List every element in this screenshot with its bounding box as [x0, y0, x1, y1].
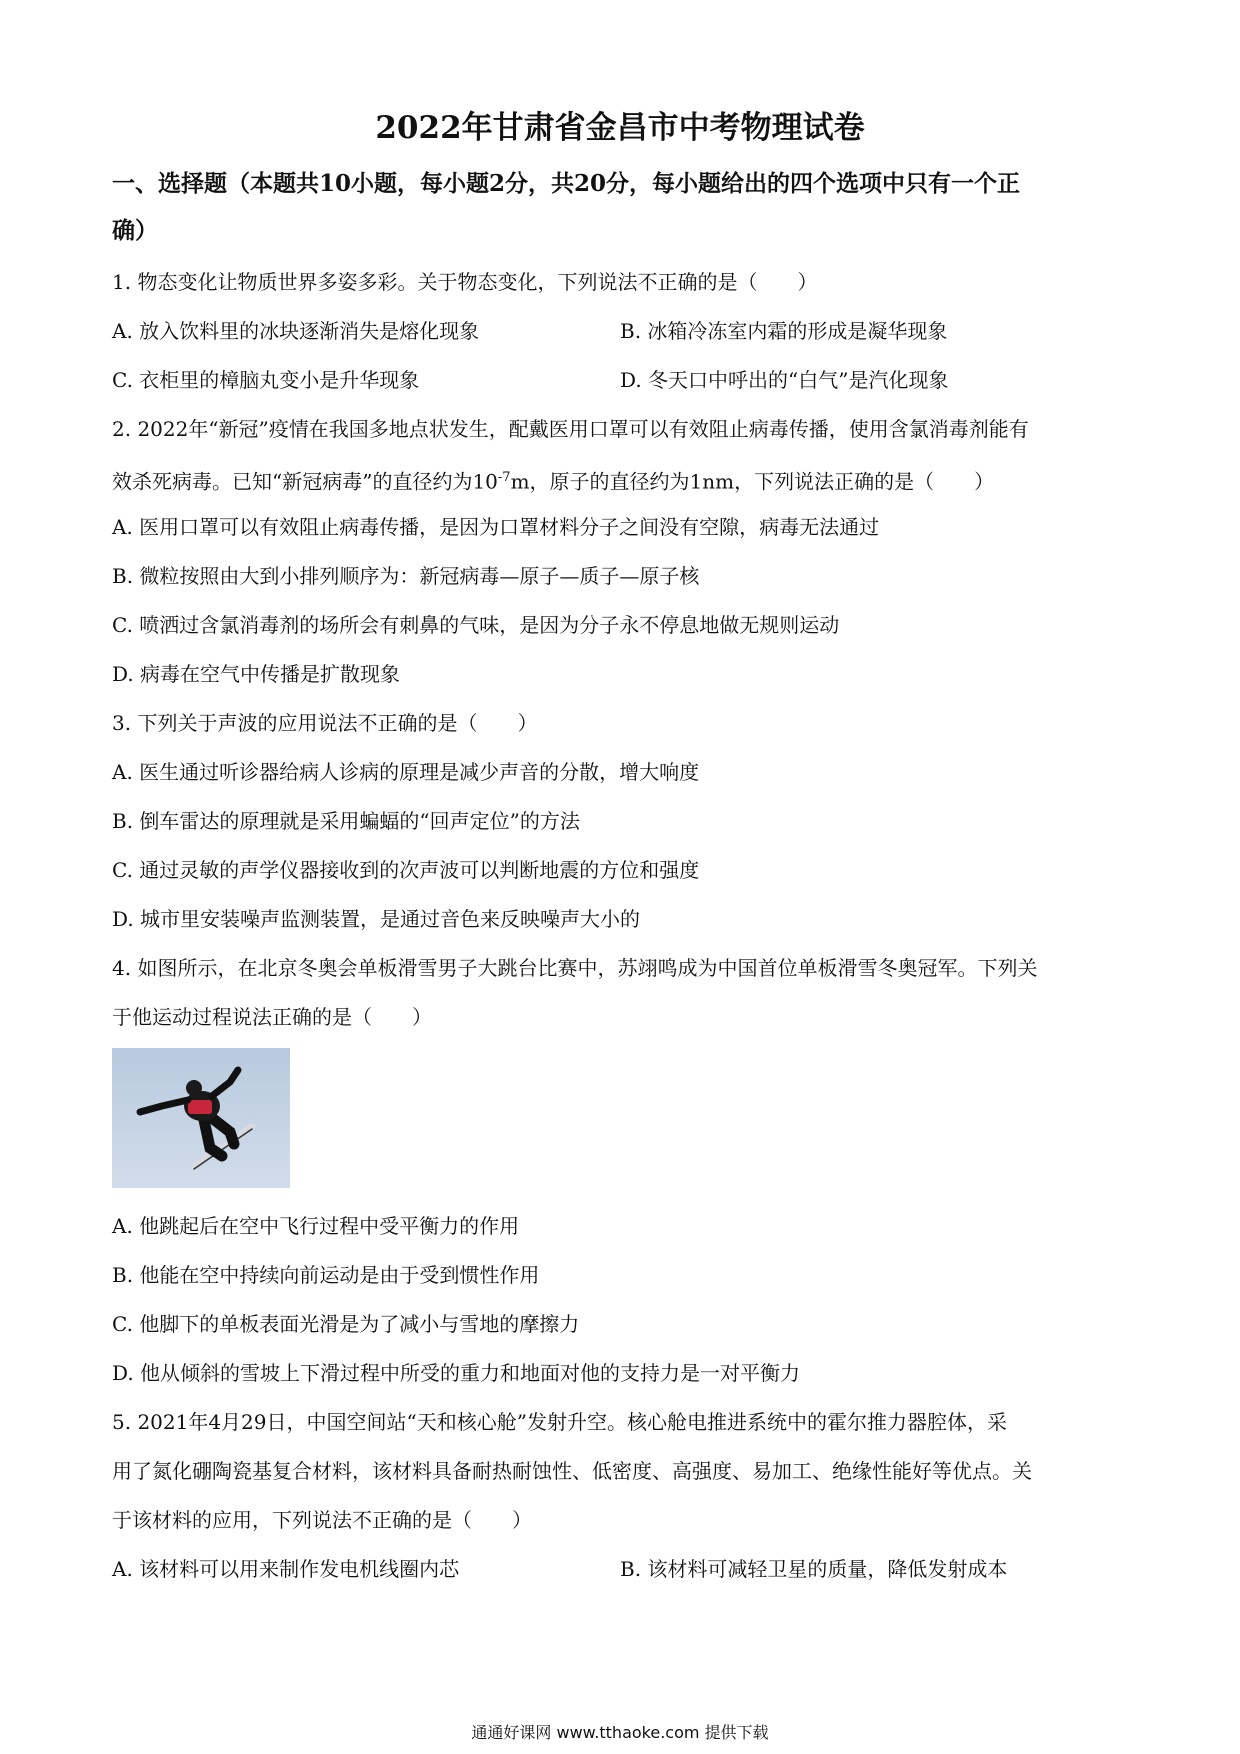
q2-option-d: D. 病毒在空气中传播是扩散现象	[112, 662, 401, 686]
q2-stem-line2	[112, 464, 994, 496]
q1-option-b: B. 冰箱冷冻室内霜的形成是凝华现象	[620, 319, 948, 343]
q5-stem-line2: 用了氮化硼陶瓷基复合材料，该材料具备耐热耐蚀性、低密度、高强度、易加工、绝缘性能好等优点。关	[112, 1459, 1032, 1483]
q5-option-a: A. 该材料可以用来制作发电机线圈内芯	[112, 1557, 460, 1581]
q3-option-a: A. 医生通过听诊器给病人诊病的原理是减少声音的分散，增大响度	[112, 760, 700, 784]
q1-stem: 1. 物态变化让物质世界多姿多彩。关于物态变化，下列说法不正确的是（ ）	[112, 270, 818, 294]
q3-option-c: C. 通过灵敏的声学仪器接收到的次声波可以判断地震的方位和强度	[112, 858, 700, 882]
q2-option-a: A. 医用口罩可以有效阻止病毒传播，是因为口罩材料分子之间没有空隙，病毒无法通过	[112, 515, 880, 539]
q2-option-c: C. 喷洒过含氯消毒剂的场所会有刺鼻的气味，是因为分子永不停息地做无规则运动	[112, 613, 840, 637]
q3-option-d: D. 城市里安装噪声监测装置，是通过音色来反映噪声大小的	[112, 907, 641, 931]
q1-option-c: C. 衣柜里的樟脑丸变小是升华现象	[112, 368, 420, 392]
q5-option-b: B. 该材料可减轻卫星的质量，降低发射成本	[620, 1557, 1008, 1581]
q3-stem: 3. 下列关于声波的应用说法不正确的是（ ）	[112, 711, 538, 735]
q4-option-b: B. 他能在空中持续向前运动是由于受到惯性作用	[112, 1263, 540, 1287]
q4-stem-line1: 4. 如图所示，在北京冬奥会单板滑雪男子大跳台比赛中，苏翊鸣成为中国首位单板滑雪冬奥冠军。下列关	[112, 956, 1038, 980]
q1-option-d: D. 冬天口中呼出的“白气”是汽化现象	[620, 368, 949, 392]
q2-exponent: -7	[497, 470, 511, 485]
q2-option-b: B. 微粒按照由大到小排列顺序为：新冠病毒—原子—质子—原子核	[112, 564, 700, 588]
q4-stem-line2: 于他运动过程说法正确的是（ ）	[112, 1005, 432, 1029]
section-heading-cont: 确）	[112, 217, 158, 244]
q4-option-c: C. 他脚下的单板表面光滑是为了减小与雪地的摩擦力	[112, 1312, 580, 1336]
q2-stem-text-a: 效杀死病毒。已知“新冠病毒”的直径约为10	[112, 469, 498, 494]
q4-option-d: D. 他从倾斜的雪坡上下滑过程中所受的重力和地面对他的支持力是一对平衡力	[112, 1361, 801, 1385]
snowboarder-photo	[112, 1048, 290, 1188]
q2-stem-line1: 2. 2022年“新冠”疫情在我国多地点状发生，配戴医用口罩可以有效阻止病毒传播，使用含氯消毒剂能有	[112, 417, 1029, 441]
q3-option-b: B. 倒车雷达的原理就是采用蝙蝠的“回声定位”的方法	[112, 809, 580, 833]
page-title: 2022年甘肃省金昌市中考物理试卷	[375, 110, 865, 146]
snowboarder-figure	[112, 1048, 290, 1188]
section-heading: 一、选择题（本题共10小题，每小题2分，共20分，每小题给出的四个选项中只有一个正	[112, 170, 1021, 197]
q4-option-a: A. 他跳起后在空中飞行过程中受平衡力的作用	[112, 1214, 520, 1238]
page-footer: 通通好课网 www.tthaoke.com 提供下载	[471, 1723, 769, 1742]
q2-stem-text-b: m，原子的直径约为1nm，下列说法正确的是（ ）	[510, 469, 995, 494]
q1-option-a: A. 放入饮料里的冰块逐渐消失是熔化现象	[112, 319, 480, 343]
q5-stem-line3: 于该材料的应用，下列说法不正确的是（ ）	[112, 1508, 532, 1532]
q5-stem-line1: 5. 2021年4月29日，中国空间站“天和核心舱”发射升空。核心舱电推进系统中的霍尔推力器腔体，采	[112, 1410, 1007, 1434]
